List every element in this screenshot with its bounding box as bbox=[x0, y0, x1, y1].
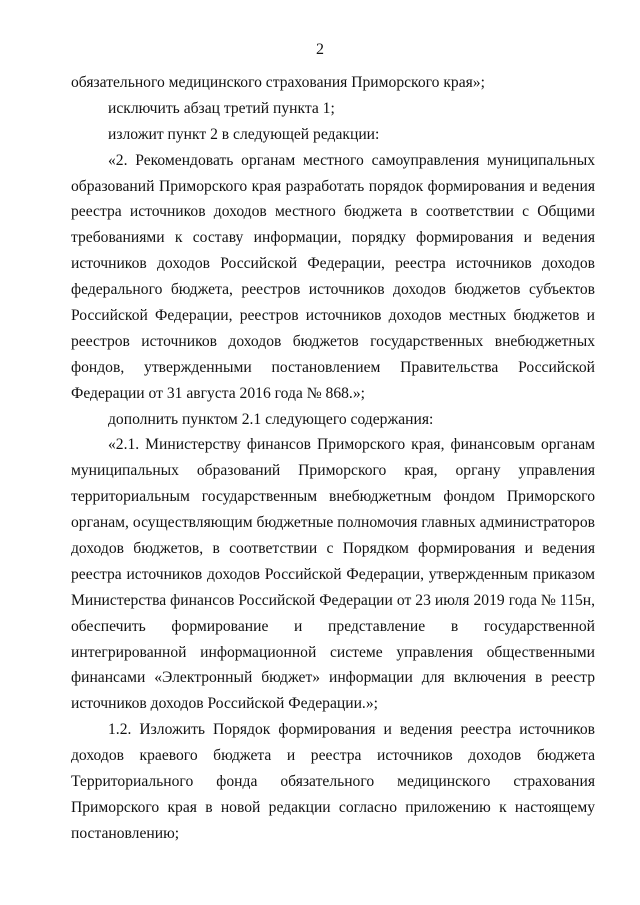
text-line: доходов бюджетов, в соответствии с Порядком формирования и ведения bbox=[71, 540, 595, 558]
text-line: источников доходов Российской Федерации.»; bbox=[71, 695, 378, 713]
text-line: исключить абзац третий пункта 1; bbox=[108, 99, 335, 117]
text-line: Приморского края в новой редакции согласно приложению к настоящему bbox=[71, 798, 595, 816]
text-line: Территориального фонда обязательного медицинского страхования bbox=[71, 773, 595, 791]
text-line: дополнить пунктом 2.1 следующего содержания: bbox=[108, 410, 434, 428]
text-line: обеспечить формирование и представление в государственной bbox=[71, 617, 595, 635]
text-line: «2. Рекомендовать органам местного самоуправления муниципальных bbox=[108, 151, 595, 169]
document-body bbox=[71, 70, 595, 847]
text-line: Российской Федерации, реестров источников доходов местных бюджетов и bbox=[71, 307, 595, 325]
text-line: муниципальных образований Приморского края, органу управления bbox=[71, 462, 595, 480]
text-line: образований Приморского края разработать порядок формирования и ведения bbox=[71, 177, 595, 195]
text-line: обязательного медицинского страхования Приморского края»; bbox=[71, 74, 485, 91]
text-line: федерального бюджета, реестров источников доходов бюджетов субъектов bbox=[71, 281, 595, 299]
text-line: Федерации от 31 августа 2016 года № 868.»; bbox=[71, 384, 365, 402]
text-line: «2.1. Министерству финансов Приморского края, финансовым органам bbox=[108, 436, 595, 454]
text-line: изложит пункт 2 в следующей редакции: bbox=[108, 125, 380, 143]
text-line: территориальным государственным внебюджетным фондом Приморского bbox=[71, 488, 595, 506]
text-line: требованиями к составу информации, порядку формирования и ведения bbox=[71, 229, 595, 247]
text-line: 1.2. Изложить Порядок формирования и ведения реестра источников bbox=[108, 721, 595, 739]
page-number: 2 bbox=[316, 41, 324, 58]
text-line: интегрированной информационной системе управления общественными bbox=[71, 643, 595, 661]
text-line: постановлению; bbox=[71, 824, 180, 842]
text-line: Министерства финансов Российской Федерации от 23 июля 2019 года № 115н, bbox=[71, 591, 595, 609]
text-line: финансами «Электронный бюджет» информации для включения в реестр bbox=[71, 669, 595, 687]
text-line: источников доходов Российской Федерации, реестра источников доходов bbox=[71, 255, 595, 273]
text-line: реестра источников доходов Российской Федерации, утвержденным приказом bbox=[71, 565, 595, 583]
text-line: органам, осуществляющим бюджетные полномочия главных администраторов bbox=[71, 514, 595, 532]
text-line: доходов краевого бюджета и реестра источников доходов бюджета bbox=[71, 747, 595, 765]
text-line: реестров источников доходов бюджетов государственных внебюджетных bbox=[71, 332, 595, 350]
text-line: фондов, утвержденными постановлением Правительства Российской bbox=[71, 358, 595, 376]
text-line: реестра источников доходов местного бюджета в соответствии с Общими bbox=[71, 203, 595, 221]
